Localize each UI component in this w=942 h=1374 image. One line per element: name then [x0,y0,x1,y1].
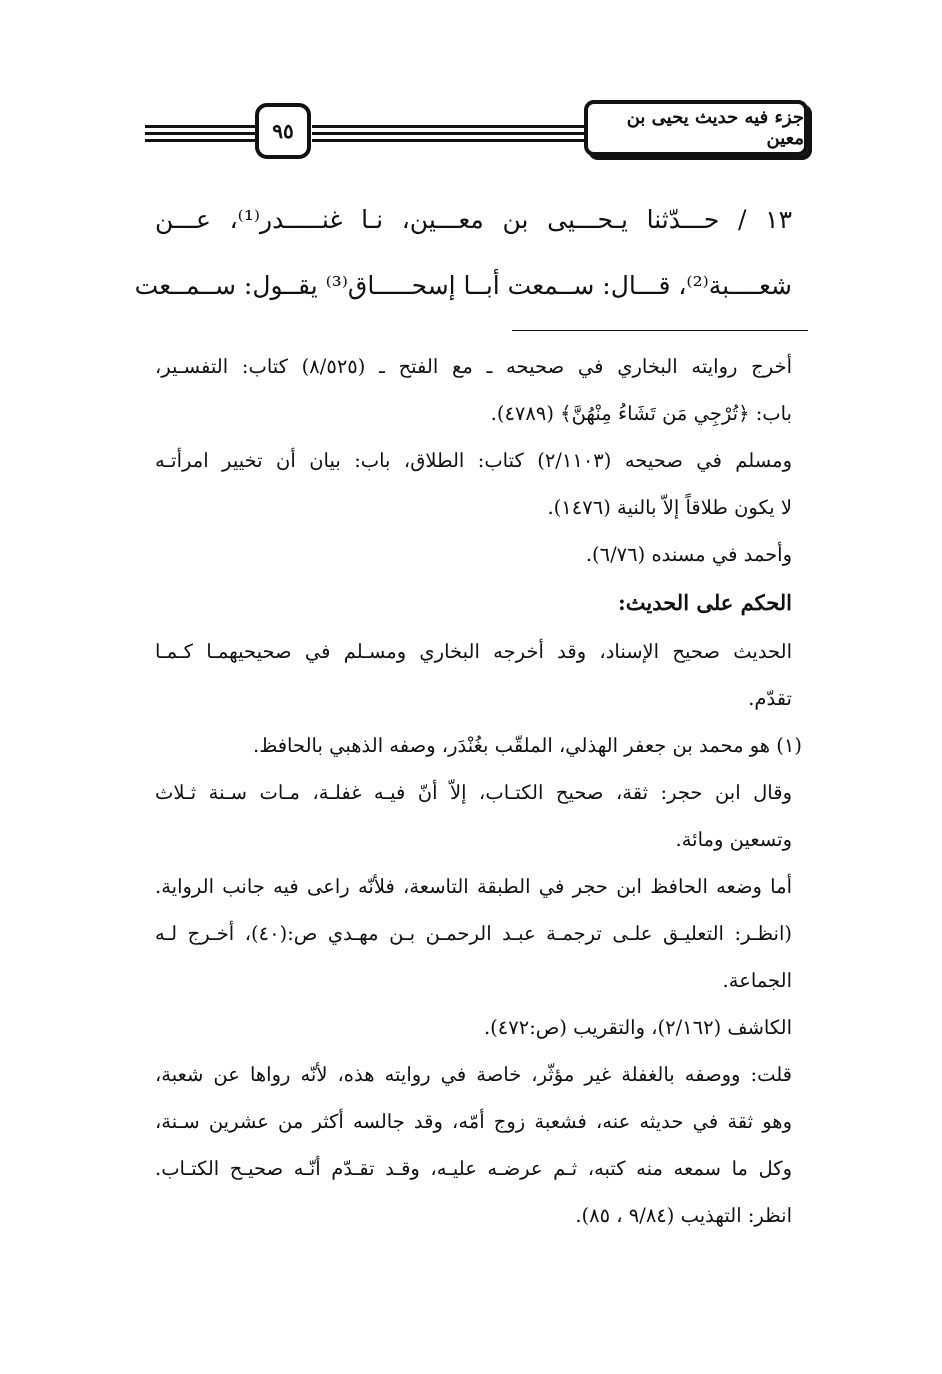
footnote-line: (١) هو محمد بن جعفر الهذلي، الملقّب بغُنْدَر، وصفه الذهبي بالحافظ. [253,734,802,757]
header-rule [145,139,255,142]
header-rule [312,139,584,142]
footnote-line: وأحمد في مسنده (٦/٧٦). [585,543,792,566]
footnote-line: الحديث صحيح الإسناد، وقد أخرجه البخاري ومسـلم في صحيحيهمـا كـمـا [155,640,792,663]
footnote-line: أخرج روايته البخاري في صحيحه ـ مع الفتح ـ (٨/٥٢٥) كتاب: التفسـير، [155,355,792,378]
page-number: ٩٥ [255,103,311,159]
footnote-line: باب: ﴿تُرْجِي مَن تَشَاءُ مِنْهُنَّ﴾ (٤٧٨٩). [490,402,792,425]
header-rule [145,132,255,135]
footnote-line: أما وضعه الحافظ ابن حجر في الطبقة التاسعة، فلأنّه راعى فيه جانب الرواية. [155,875,792,898]
footnote-line: وكل ما سمعه منه كتبه، ثـم عرضـه عليـه، وقـد تقـدّم أنّـه صحيـح الكتـاب. [155,1157,792,1180]
book-title: جزء فيه حديث يحيى بن معين [584,100,808,156]
footnote-line: قلت: ووصفه بالغفلة غير مؤثّر، خاصة في روايته هذه، لأنّه رواها عن شعبة، [155,1063,792,1086]
footnote-line: (انظـر: التعليـق علـى ترجمـة عبـد الرحمـن بـن مهـدي ص:(٤٠)، أخـرج لـه [155,922,792,945]
footnote-line: الجماعة. [722,969,792,992]
footnote-line: وقال ابن حجر: ثقة، صحيح الكتـاب، إلاّ أنّ فيـه غفلـة، مـات سـنة ثـلاث [155,781,792,804]
header-rule [145,125,255,128]
header-rule [312,132,584,135]
footnote-line: تقدّم. [748,687,792,710]
footnote-line: انظر: التهذيب (٩/٨٤ ، ٨٥). [575,1204,792,1227]
ruling-heading: الحكم على الحديث: [618,590,792,615]
main-text-line-2: شعــــبة⁽²⁾، قـــال: ســمعت أبــا إسحـــــاق⁽³⁾ يقــول: ســمــعت [134,271,792,300]
main-text-line-1: ١٣ / حـــدّثنا يـحـــيى بن معـــين، نـا غنـــــدر⁽¹⁾، عـــن [155,205,792,234]
footnote-line: الكاشف (٢/١٦٢)، والتقريب (ص:٤٧٢). [483,1016,792,1039]
header-rule [312,125,584,128]
footnote-separator [512,330,808,331]
footnote-line: وتسعين ومائة. [675,828,792,851]
footnote-line: وهو ثقة في حديثه عنه، فشعبة زوج أمّه، وقد جالسه أكثر من عشرين سـنة، [155,1110,792,1133]
footnote-line: ومسلم في صحيحه (٢/١١٠٣) كتاب: الطلاق، باب: بيان أن تخيير امرأتـه [155,449,793,472]
footnote-line: لا يكون طلاقاً إلاّ بالنية (١٤٧٦). [547,496,792,519]
